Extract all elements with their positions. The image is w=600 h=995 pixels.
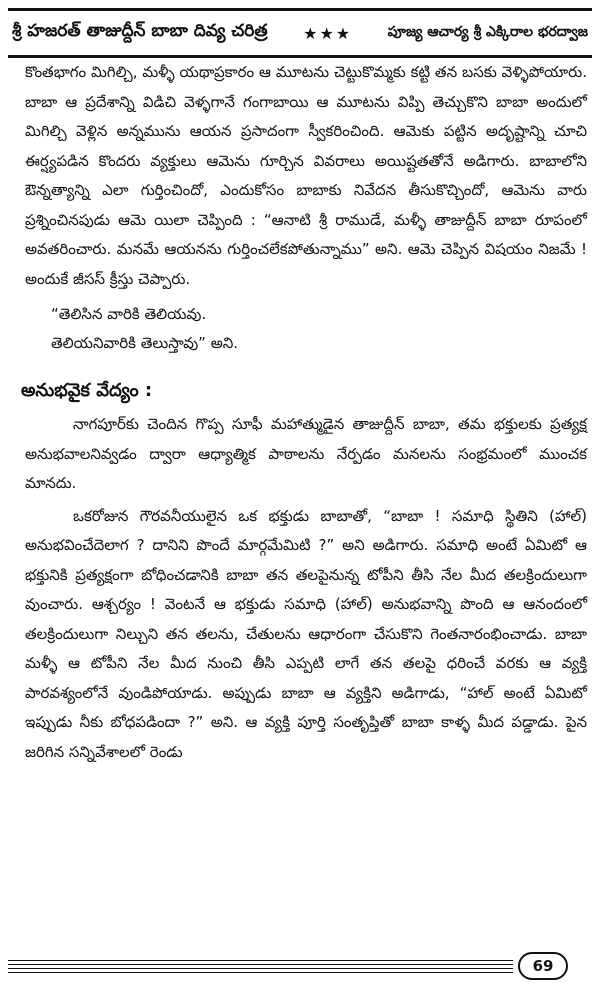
paragraph-story: ఒకరోజున గౌరవనీయులైన ఒక భక్తుడు బాబాతో, “బాబా ! సమాధి స్థితిని (హాల్) అనుభవించేదెలాగ ? దానిని పొందే మార్గమేమిటి ?” అని అడిగారు. సమాధి అంటే ఏమిటో ఆ భక్తునికి ప్రత్యక్షంగా బోధించడానికి బాబా తన తలపైనున్న టోపీని తీసి నేల మీద తలక్రిందులుగా వుంచారు. ఆశ్చర్యం ! వెంటనే ఆ భక్తుడు సమాధి (హాల్) అనుభవాన్ని పొంది ఆ ఆనందంలో తలక్రిందులుగా నిల్చుని తన తలను, చేతులను ఆధారంగా చేసుకొని గెంతనారంభించాడు. బాబా మళ్ళీ ఆ టోపీని నేల మీద నుంచి తీసి ఎప్పటి లాగే తన తలపై ధరించే వరకు ఆ వ్యక్తి పారవశ్యంలోనే వుండిపోయాడు. అప్పుడు బాబా ఆ వ్యక్తిని అడిగాడు, “హాల్ అంటే ఏమిటో ఇప్పుడు నీకు బోధపడిందా ?” అని. ఆ వ్యక్తి పూర్తి సంతృప్తితో బాబా కాళ్ళ మీద పడ్డాడు. పైన జరిగిన సన్నివేశాలలో రెండు xyxy=(25,506,587,761)
running-header xyxy=(8,8,592,58)
footer-rule-lines xyxy=(8,960,513,976)
page-body xyxy=(21,58,587,767)
page-footer xyxy=(8,952,592,982)
quotation xyxy=(25,300,587,358)
section-heading: అనుభవైక వేద్యం : xyxy=(21,380,153,401)
quote-line-1: “తెలిసిన వారికి తెలియవు. xyxy=(51,305,207,323)
quote-line-2: తెలియనివారికి తెలుస్తావు” అని. xyxy=(51,334,239,352)
book-title: శ్రీ హజరత్ తాజుద్దీన్ బాబా దివ్య చరిత్ర xyxy=(12,21,268,41)
page-number: 69 xyxy=(518,952,568,980)
author-name: పూజ్య ఆచార్య శ్రీ ఎక్కిరాల భరద్వాజ xyxy=(387,23,588,40)
header-stars-ornament: ★★★ xyxy=(303,23,353,43)
paragraph-intro: నాగపూర్‌కు చెందిన గొప్ప సూఫీ మహాత్ముడైన తాజుద్దీన్ బాబా, తమ భక్తులకు ప్రత్యక్ష అనుభవాలనివ్వడం ద్వారా ఆధ్యాత్మిక పాఠాలను నేర్పడం మనలను సంభ్రమంలో ముంచక మానదు. xyxy=(25,415,587,492)
paragraph-continued: కొంతభాగం మిగిల్చి, మళ్ళీ యథాప్రకారం ఆ మూటను చెట్టుకొమ్మకు కట్టి తన బసకు వెళ్ళిపోయారు. బాబా ఆ ప్రదేశాన్ని విడిచి వెళ్ళగానే గంగాబాయి ఆ మూటను విప్పి తెచ్చుకొని బాబా అందులో మిగిల్చి వెళ్లిన అన్నమును ఆయన ప్రసాదంగా స్వీకరించింది. ఆమెకు పట్టిన అదృష్టాన్ని చూచి ఈర్ష్యపడిన కొందరు వ్యక్తులు ఆమెను గూర్చిన వివరాలు అయిష్టతతోనే అడిగారు. బాబాలోని ఔన్నత్యాన్ని ఎలా గుర్తించిందో, ఎందుకోసం బాబాకు నివేదన తీసుకొచ్చిందో, ఆమెను వారు ప్రశ్నించినపుడు ఆమె యిలా చెప్పింది : “ఆనాటి శ్రీ రాముడే, మళ్ళీ తాజుద్దీన్ బాబా రూపంలో అవతరించారు. మనమే ఆయనను గుర్తించలేకపోతున్నాము” అని. ఆమె చెప్పిన విషయం నిజమే ! అందుకే జీసస్ క్రీస్తు చెప్పారు. xyxy=(25,63,587,288)
